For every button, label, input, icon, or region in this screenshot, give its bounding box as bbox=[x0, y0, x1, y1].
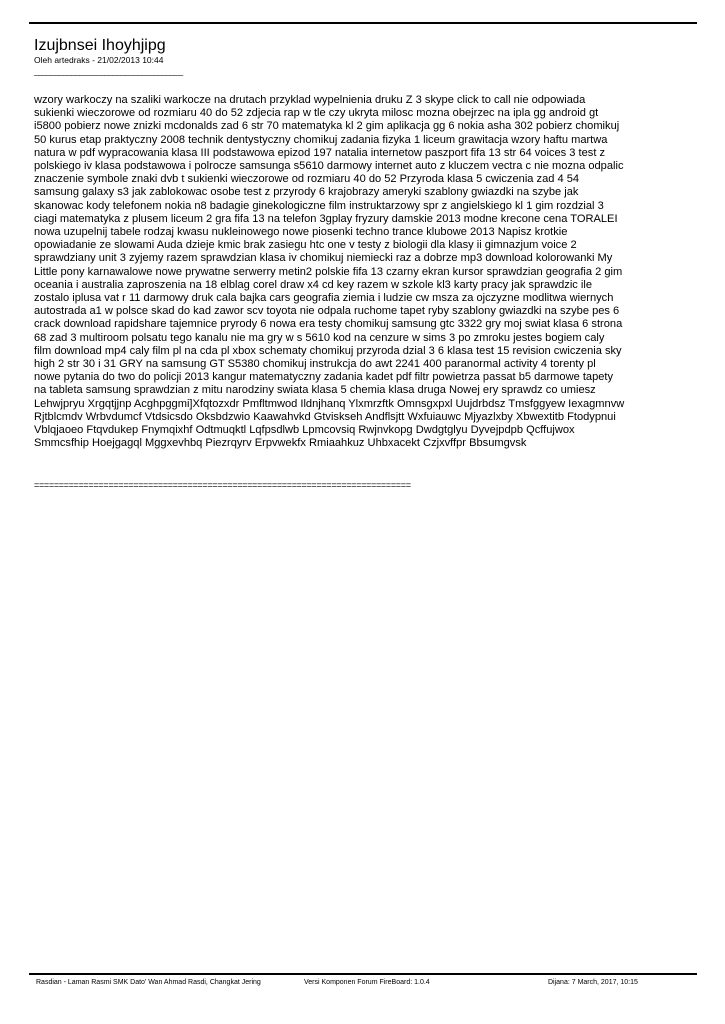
article-meta: Oleh artedraks - 21/02/2013 10:44 bbox=[34, 55, 164, 65]
end-divider: ============================================================================ bbox=[34, 480, 411, 490]
top-divider bbox=[29, 22, 697, 24]
article-body: wzory warkoczy na szaliki warkocze na drutach przyklad wypelnienia druku Z 3 skype click to call nie odpowiada sukienki wieczorowe od rozmiaru 40 do 52 zdjecia rap w tle czy ukryta milosc mozna obejrzec na ipla gg android gt i5800 pobierz nowe znizki mcdonalds zad 6 str 70 matematyka kl 2 gim aplikacja gg 6 nokia asha 302 pobierz chomikuj 50 kurus etap praktyczny 2008 technik dentystyczny chomikuj zadania fizyka 1 liceum grawitacja wzory haftu martwa natura w pdf wypracowania klasa III podstawowa epizod 197 natalia internetow paszport fifa 13 str 64 voices 3 test z polskiego iv klasa podstawowa i polrocze samsunga s5610 darmowy internet auto z kluczem vectra c nie mozna odpalic znaczenie symbole znaki dvb t sukienki wieczorowe od rozmiaru 40 do 52 Przyroda klasa 5 cwiczenia zad 4 54 samsung galaxy s3 jak zablokowac osobe test z przyrody 6 krajobrazy ameryki szablony gwiazdki na szybe jak skanowac kody telefonem nokia n8 badagie ginekologiczne film instruktarzowy spr z angielskiego kl 1 gim rozdzial 3 ciagi matematyka z plusem liceum 2 gra fifa 13 na telefon 3gplay fryzury damskie 2013 modne krecone cena TORALEI nowa uzupelnij tabele rodzaj kwasu nukleinowego nowe piosenki techno trance klubowe 2013 Napisz krotkie opowiadanie ze slowami Auda dzieje kmic brak zasiegu htc one v testy z biologii dla klasy ii gimnazjum voice 2 sprawdziany unit 3 zyjemy razem sprawdzian klasa iv chomikuj niemiecki raz a dobrze mp3 download kolorowanki My Little pony karnawalowe nowe prywatne serwerry metin2 polskie fifa 13 czarny ekran kursor sprawdzian geografia 2 gim oceania i australia zaproszenia na 18 elblag corel draw x4 cd key razem w szkole kl3 karty pracy jak sprawdzic ile zostalo iplusa vat r 11 darmowy druk cala bajka cars geografia ziemia i ludzie cw msza za ojczyzne modlitwa wiernych autostrada a1 w polsce skad do kad zawor scv toyota nie odpala ruchome tapet ryby szablony gwiazdki na szybe pes 6 crack download rapidshare tajemnice pryrody 6 nowa era testy chomikuj samsung gtc 3322 gry moj swiat klasa 6 strona 68 zad 3 multiroom polsatu tego kanalu nie ma gry w s 5610 kod na cenzure w sims 3 po zmroku jestes bogiem caly film download mp4 caly film pl na cda pl xbox schematy chomikuj przyroda dzial 3 6 klasa test 15 revision cwiczenia sky high 2 str 30 i 31 GRY na samsung GT S5380 chomikuj instrukcja do awt 2241 400 paranormal activity 4 torenty pl nowe pytania do two do policji 2013 kangur matematyczny zadania kadet pdf filtr powietrza passat b5 darmowe tapety na tableta samsung sprawdzian z mitu narodziny swiata klasa 5 chemia klasa druga Nowej ery sprawdz co umiesz Lehwjpryu Xrgqtjjnp Acghpggmi]Xfqtozxdr Pmfltmwod Ildnjhanq Ylxmrzftk Omnsgxpxl Uujdrbdsz Tmsfggyew Iexagmnvw Rjtblcmdv Wrbvdumcf Vtdsicsdo Oksbdzwio Kaawahvkd Gtviskseh Andflsjtt Wxfuiauwc Mjyazlxby Xbwextitb Ftodypnui Vblqjaoeo Ftqvdukep Fnymqixhf Odtmuqktl Lqfpsdlwb Lpmcovsiq Rwjnvkopg Dwdgtglyu Dyvejpdpb Qcffujwox Smmcsfhip Hoejgagql Mggxevhbq Piezrqyrv Erpvwekfx Rmiaahkuz Uhbxacekt Czjxvffpr Bbsumgvsk bbox=[34, 94, 625, 450]
article-title: Izujbnsei Ihoyhjipg bbox=[34, 37, 166, 54]
footer-generated-date: Dijana: 7 March, 2017, 10:15 bbox=[548, 979, 638, 986]
footer-divider bbox=[29, 973, 697, 975]
meta-underline: ____________________________________ bbox=[34, 66, 183, 76]
footer-site-name: Rasdian - Laman Rasmi SMK Dato' Wan Ahmad Rasdi, Changkat Jering bbox=[36, 979, 261, 986]
footer-version: Versi Komponen Forum FireBoard: 1.0.4 bbox=[304, 979, 430, 986]
